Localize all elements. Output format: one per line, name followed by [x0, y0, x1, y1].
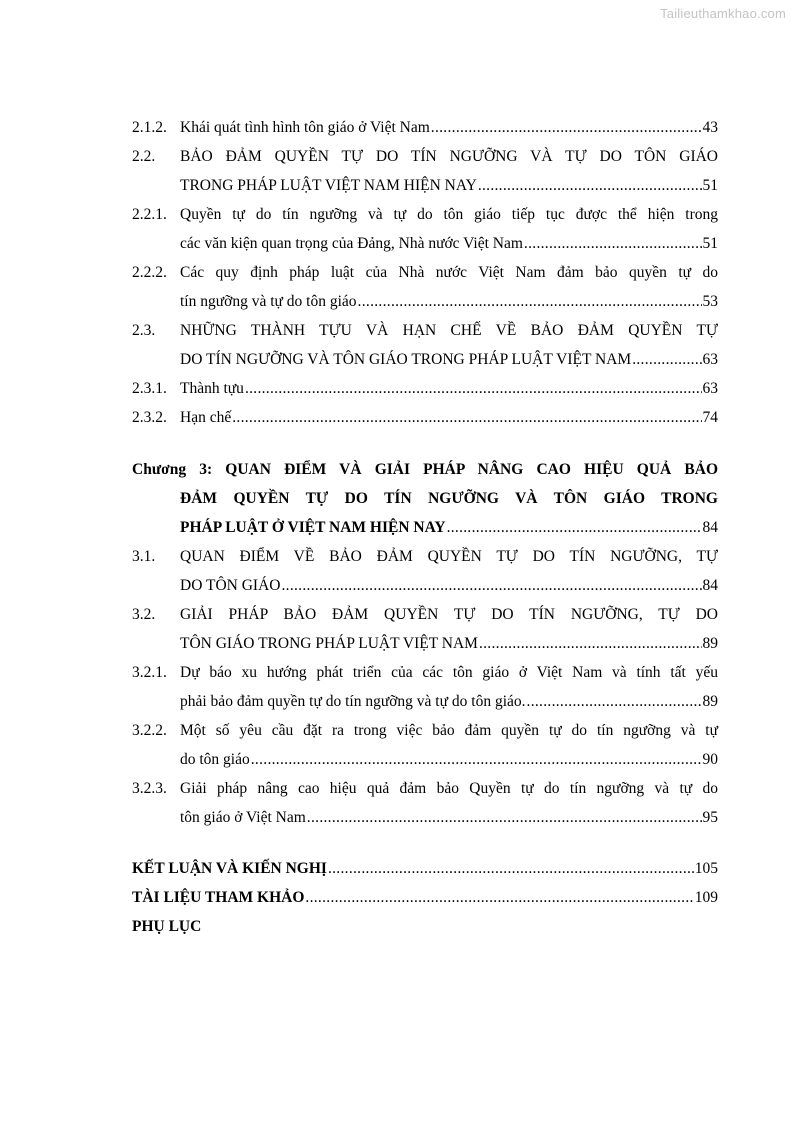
toc-entry-3-2-2[interactable]: [132, 716, 718, 774]
leader-dots: [358, 287, 702, 316]
toc-page-number: 63: [702, 380, 718, 397]
leader-dots: [328, 854, 694, 883]
toc-conclusion[interactable]: [132, 854, 718, 883]
toc-entry-2-2[interactable]: [132, 142, 718, 200]
toc-title-line: BẢO ĐẢM QUYỀN TỰ DO TÍN NGƯỠNG VÀ TỰ DO TÔN GIÁO: [180, 148, 718, 165]
toc-number: 3.1.: [132, 548, 156, 565]
toc-title: TÀI LIỆU THAM KHẢO: [132, 889, 305, 906]
leader-dots: [232, 403, 701, 432]
toc-title-line: TÔN GIÁO TRONG PHÁP LUẬT VIỆT NAM: [180, 635, 478, 652]
toc-page-number: 84: [702, 519, 718, 536]
toc-page-number: 51: [702, 235, 718, 252]
toc-title: Thành tựu: [180, 380, 244, 397]
toc-page-number: 43: [702, 119, 718, 136]
toc-page-number: 109: [694, 889, 718, 906]
leader-dots: [527, 687, 702, 716]
leader-dots: [447, 513, 702, 542]
toc-page-number: 51: [702, 177, 718, 194]
leader-dots: [307, 803, 702, 832]
toc-page-number: 95: [702, 809, 718, 826]
leader-dots: [281, 571, 701, 600]
toc-title-line: Các quy định pháp luật của Nhà nước Việt Nam đảm bảo quyền tự do: [180, 264, 718, 281]
toc-title-line: Giải pháp nâng cao hiệu quả đảm bảo Quyền tự do tín ngưỡng và tự do: [180, 780, 718, 797]
toc-number: 2.3.1.: [132, 380, 167, 397]
toc-entry-3-2-1[interactable]: [132, 658, 718, 716]
leader-dots: [251, 745, 702, 774]
leader-dots: [632, 345, 701, 374]
toc-entry-2-2-1[interactable]: [132, 200, 718, 258]
leader-dots: [524, 229, 702, 258]
toc-title-line: Quyền tự do tín ngưỡng và tự do tôn giáo tiếp tục được thể hiện trong: [180, 206, 718, 223]
toc-entry-3-1[interactable]: [132, 542, 718, 600]
toc-entry-2-2-2[interactable]: [132, 258, 718, 316]
toc-entry-2-1-2[interactable]: [132, 113, 718, 142]
watermark: Tailieuthamkhao.com: [660, 6, 786, 21]
toc-chapter-title-line: PHÁP LUẬT Ở VIỆT NAM HIỆN NAY: [180, 519, 446, 536]
toc-entry-2-3[interactable]: [132, 316, 718, 374]
toc-page-number: 53: [702, 293, 718, 310]
toc-title-line: tôn giáo ở Việt Nam: [180, 809, 306, 826]
toc-references[interactable]: [132, 883, 718, 912]
toc-page-number: 84: [702, 577, 718, 594]
toc-title-line: NHỮNG THÀNH TỰU VÀ HẠN CHẾ VỀ BẢO ĐẢM QUYỀN TỰ: [180, 322, 718, 339]
toc-number: 3.2.2.: [132, 722, 167, 739]
toc-page-number: 89: [702, 635, 718, 652]
toc-title-line: DO TÔN GIÁO: [180, 577, 281, 594]
toc-title: PHỤ LỤC: [132, 918, 202, 935]
toc-title-line: Một số yêu cầu đặt ra trong việc bảo đảm quyền tự do tín ngưỡng và tự: [180, 722, 718, 739]
toc-appendix[interactable]: [132, 912, 718, 941]
toc-page-number: 105: [694, 860, 718, 877]
toc-title-line: Dự báo xu hướng phát triển của các tôn giáo ở Việt Nam và tính tất yếu: [180, 664, 718, 681]
toc-entry-3-2-3[interactable]: [132, 774, 718, 832]
toc-title-line: do tôn giáo: [180, 751, 250, 768]
toc-entry-3-2[interactable]: [132, 600, 718, 658]
table-of-contents: [132, 113, 718, 941]
leader-dots: [479, 629, 702, 658]
toc-entry-2-3-2[interactable]: [132, 403, 718, 432]
toc-title-line: phải bảo đảm quyền tự do tín ngưỡng và tự do tôn giáo.: [180, 693, 526, 710]
leader-dots: [245, 374, 702, 403]
toc-chapter-title-line: Chương 3: QUAN ĐIỂM VÀ GIẢI PHÁP NÂNG CAO HIỆU QUẢ BẢO: [132, 461, 718, 478]
toc-chapter-3[interactable]: [132, 455, 718, 542]
leader-dots: [478, 171, 702, 200]
toc-page-number: 90: [702, 751, 718, 768]
toc-title: Khái quát tình hình tôn giáo ở Việt Nam: [180, 119, 430, 136]
toc-number: 3.2.: [132, 606, 156, 623]
toc-number: 2.1.2.: [132, 119, 167, 136]
toc-title-line: tín ngưỡng và tự do tôn giáo: [180, 293, 357, 310]
toc-title: KẾT LUẬN VÀ KIẾN NGHỊ: [132, 860, 327, 877]
toc-number: 2.3.2.: [132, 409, 167, 426]
toc-chapter-title-line: ĐẢM QUYỀN TỰ DO TÍN NGƯỠNG VÀ TÔN GIÁO TRONG: [180, 490, 718, 507]
leader-dots: [305, 883, 693, 912]
toc-number: 2.2.2.: [132, 264, 167, 281]
toc-page-number: 74: [702, 409, 718, 426]
toc-number: 2.3.: [132, 322, 156, 339]
toc-entry-2-3-1[interactable]: [132, 374, 718, 403]
toc-number: 2.2.: [132, 148, 156, 165]
toc-title-line: TRONG PHÁP LUẬT VIỆT NAM HIỆN NAY: [180, 177, 477, 194]
toc-title: Hạn chế: [180, 409, 232, 426]
toc-number: 2.2.1.: [132, 206, 167, 223]
leader-dots: [431, 113, 702, 142]
toc-title-line: các văn kiện quan trọng của Đảng, Nhà nước Việt Nam: [180, 235, 523, 252]
toc-page-number: 63: [702, 351, 718, 368]
toc-title-line: QUAN ĐIỂM VỀ BẢO ĐẢM QUYỀN TỰ DO TÍN NGƯỠNG, TỰ: [180, 548, 718, 565]
toc-number: 3.2.1.: [132, 664, 167, 681]
toc-number: 3.2.3.: [132, 780, 167, 797]
toc-title-line: DO TÍN NGƯỠNG VÀ TÔN GIÁO TRONG PHÁP LUẬT VIỆT NAM: [180, 351, 632, 368]
toc-title-line: GIẢI PHÁP BẢO ĐẢM QUYỀN TỰ DO TÍN NGƯỠNG, TỰ DO: [180, 606, 718, 623]
toc-page-number: 89: [702, 693, 718, 710]
